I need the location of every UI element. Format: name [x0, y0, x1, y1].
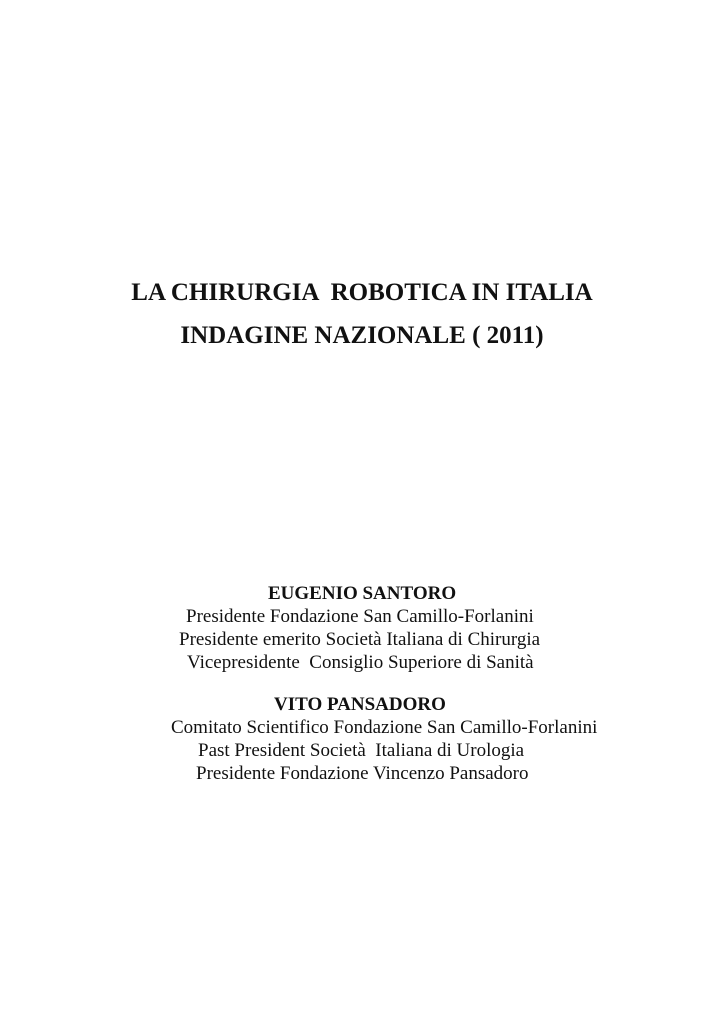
title-line-1: LA CHIRURGIA ROBOTICA IN ITALIA [131, 279, 593, 306]
author-role: Comitato Scientifico Fondazione San Camillo-Forlanini [171, 717, 598, 738]
title-line-2: INDAGINE NAZIONALE ( 2011) [180, 322, 544, 349]
author-role: Vicepresidente Consiglio Superiore di Sanità [187, 652, 534, 673]
author-name: EUGENIO SANTORO [268, 583, 457, 604]
author-role: Past President Società Italiana di Urologia [198, 740, 525, 761]
author-role: Presidente Fondazione Vincenzo Pansadoro [196, 763, 529, 784]
author-name: VITO PANSADORO [274, 694, 446, 715]
author-role: Presidente emerito Società Italiana di Chirurgia [179, 629, 541, 650]
author-role: Presidente Fondazione San Camillo-Forlanini [186, 606, 534, 627]
